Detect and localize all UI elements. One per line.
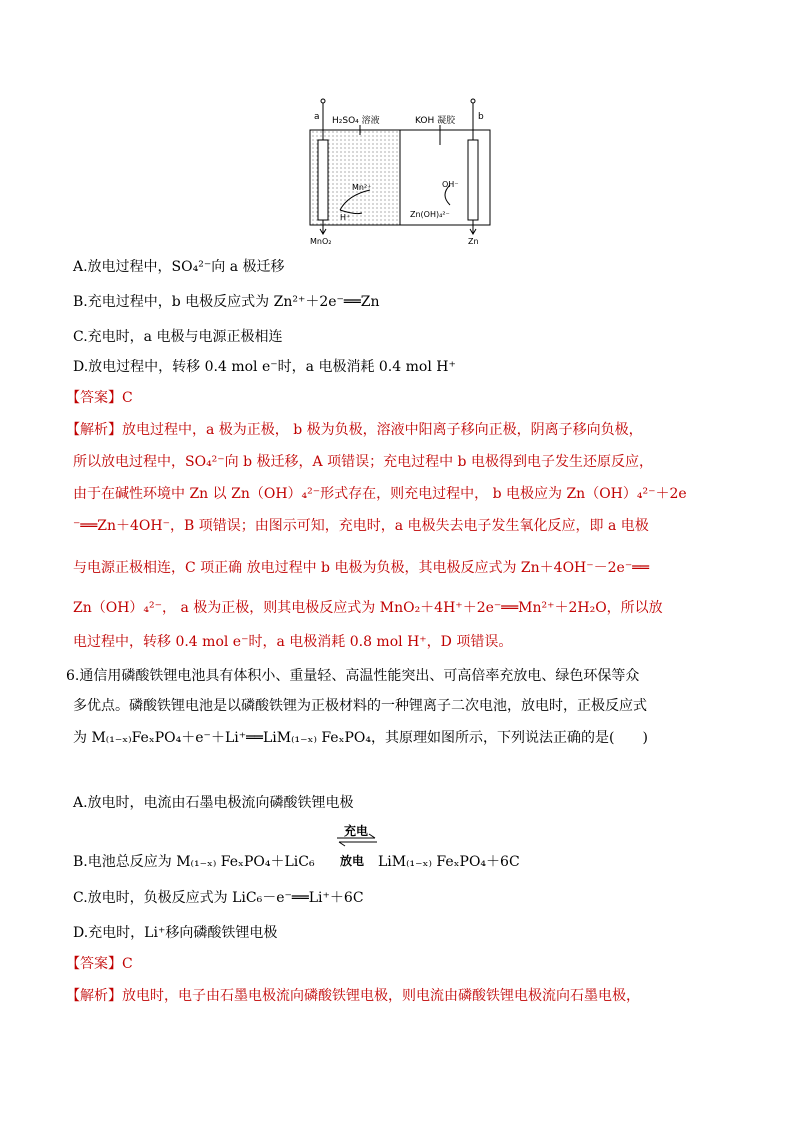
label-koh: KOH 凝胶 xyxy=(415,116,456,126)
charge-label: 充电 xyxy=(344,824,369,838)
q6-stem-line-3: 为 M₍₁₋ₓ₎FeₓPO₄＋e⁻＋Li⁺══LiM₍₁₋ₓ₎ FeₓPO₄，其原理如图所示，下列说法正确的是( ) xyxy=(73,730,648,746)
label-a: a xyxy=(314,112,320,122)
label-mn: Mn²⁺ xyxy=(352,183,372,192)
q6-analysis-line-1 xyxy=(66,986,640,1006)
q6-option-a: A.放电时，电流由石墨电极流向磷酸铁锂电极 xyxy=(73,795,354,811)
q5-option-a: A.放电过程中，SO₄²⁻向 a 极迁移 xyxy=(73,259,285,275)
analysis-tag: 【解析】 xyxy=(66,988,122,1004)
q5-analysis-line-5: 与电源正极相连，C 项正确 放电过程中 b 电极为负极，其电极反应式为 Zn＋4OH⁻－2e⁻══ xyxy=(73,560,650,576)
label-h2so4: H₂SO₄ 溶液 xyxy=(332,116,380,126)
electrode-b xyxy=(468,140,478,220)
q6-option-b-left: B.电池总反应为 M₍₁₋ₓ₎ FeₓPO₄＋LiC₆ xyxy=(73,854,315,870)
analysis-tag: 【解析】 xyxy=(66,422,122,438)
q5-option-b: B.充电过程中，b 电极反应式为 Zn²⁺＋2e⁻══Zn xyxy=(73,294,380,310)
label-h: H⁺ xyxy=(340,213,351,222)
q6-option-d: D.充电时，Li⁺移向磷酸铁锂电极 xyxy=(73,925,278,941)
q5-analysis-line-7: 电过程中，转移 0.4 mol e⁻时，a 电极消耗 0.8 mol H⁺，D 项错误。 xyxy=(73,634,513,650)
q6-option-c: C.放电时，负极反应式为 LiC₆－e⁻══Li⁺＋6C xyxy=(73,890,364,906)
label-b: b xyxy=(478,112,484,122)
battery-diagram xyxy=(300,95,500,255)
electrode-a xyxy=(318,140,328,220)
analysis-text: 放电时，电子由石墨电极流向磷酸铁锂电极，则电流由磷酸铁锂电极流向石墨电极， xyxy=(122,988,640,1004)
q5-analysis-line-2: 所以放电过程中，SO₄²⁻向 b 极迁移，A 项错误；充电过程中 b 电极得到电子发生还原反应， xyxy=(73,454,653,470)
answer-tag: 【答案】 xyxy=(66,956,122,972)
label-mno2: MnO₂ xyxy=(310,237,332,246)
q6-answer xyxy=(66,954,133,974)
q5-option-c: C.充电时，a 电极与电源正极相连 xyxy=(73,329,283,345)
analysis-text: 放电过程中，a 极为正极， b 极为负极，溶液中阳离子移向正极，阴离子移向负极， xyxy=(122,422,643,438)
label-oh: OH⁻ xyxy=(442,180,459,189)
discharge-label: 放电 xyxy=(340,854,365,868)
q5-answer xyxy=(66,388,133,408)
q5-option-d: D.放电过程中，转移 0.4 mol e⁻时，a 电极消耗 0.4 mol H⁺ xyxy=(73,359,456,375)
label-zn: Zn xyxy=(468,237,479,246)
q5-analysis-line-6: Zn（OH）₄²⁻， a 极为正极，则其电极反应式为 MnO₂＋4H⁺＋2e⁻══Mn²⁺＋2H₂O，所以放 xyxy=(73,600,663,616)
q6-stem-line-2: 多优点。磷酸铁锂电池是以磷酸铁锂为正极材料的一种锂离子二次电池，放电时，正极反应式 xyxy=(73,698,647,714)
q5-analysis-line-3: 由于在碱性环境中 Zn 以 Zn（OH）₄²⁻形式存在，则充电过程中， b 电极应为 Zn（OH）₄²⁻＋2e xyxy=(73,486,687,502)
answer-value: C xyxy=(122,390,133,406)
q5-analysis-line-1 xyxy=(66,420,643,440)
answer-tag: 【答案】 xyxy=(66,390,122,406)
q5-analysis-line-4: ⁻══Zn＋4OH⁻，B 项错误；由图示可知，充电时，a 电极失去电子发生氧化反应，即 a 电极 xyxy=(73,518,649,534)
q6-option-b-right: LiM₍₁₋ₓ₎ FeₓPO₄＋6C xyxy=(378,854,520,870)
q6-stem-line-1: 6.通信用磷酸铁锂电池具有体积小、重量轻、高温性能突出、可高倍率充放电、绿色环保等众 xyxy=(66,668,640,684)
label-znoh: Zn(OH)₄²⁻ xyxy=(410,210,450,219)
answer-value: C xyxy=(122,956,133,972)
